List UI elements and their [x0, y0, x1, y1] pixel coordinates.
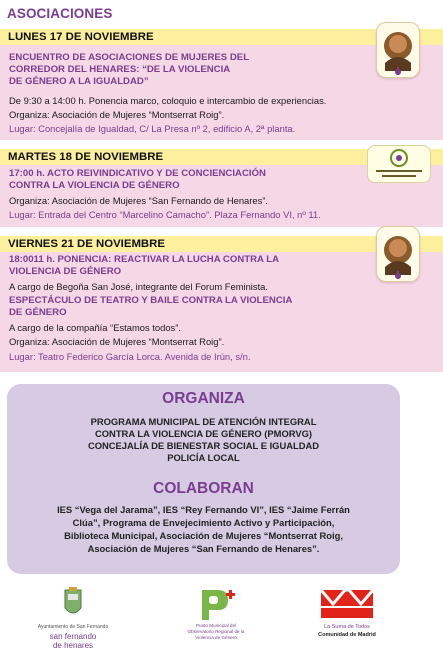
association-logo-icon: [367, 145, 431, 183]
ayuntamiento-name: de henares: [52, 641, 94, 650]
madrid-name: Comunidad de Madrid: [318, 632, 376, 638]
colaboran-line: Clúa”, Programa de Envejecimiento Activo y Participación,: [72, 517, 335, 528]
event-line: DE GÉNERO: [9, 307, 67, 318]
pmorvg-caption: Observatorio Regional de la: [187, 629, 245, 634]
women-illustration-icon: [376, 22, 420, 78]
event-line: VIOLENCIA DE GÉNERO: [9, 266, 122, 277]
event-line: ENCUENTRO DE ASOCIACIONES DE MUJERES DEL: [9, 52, 250, 63]
event-location: Lugar: Entrada del Centro “Marcelino Camacho”. Plaza Fernando VI, nº 11.: [9, 209, 321, 220]
event-line: 17:00 h. ACTO REIVINDICATIVO Y DE CONCIENCIACIÓN: [9, 168, 266, 179]
pmorvg-caption: Punto Municipal del: [195, 623, 237, 628]
organiza-title: ORGANIZA: [162, 390, 245, 407]
women-illustration-icon: [376, 226, 420, 282]
p-letter-icon: [178, 588, 254, 622]
credits-panel: [7, 384, 400, 574]
pmorvg-logo: [178, 588, 254, 648]
event-line: Organiza: Asociación de Mujeres “San Fernando de Henares”.: [9, 195, 268, 206]
day-date-friday: VIERNES 21 DE NOVIEMBRE: [8, 238, 165, 250]
madrid-slogan: La Suma de Todos: [324, 624, 370, 630]
comunidad-madrid-logo: [312, 588, 382, 648]
ayuntamiento-logo: [28, 586, 118, 650]
ayuntamiento-caption: Ayuntamiento de San Fernando: [37, 624, 109, 630]
event-line: Organiza: Asociación de Mujeres “Montserrat Roig”.: [9, 109, 225, 120]
event-line: CORREDOR DEL HENARES: “DE LA VIOLENCIA: [9, 64, 231, 75]
organiza-line: CONCEJALÍA DE BIENESTAR SOCIAL E IGUALDAD: [87, 440, 320, 451]
colaboran-title: COLABORAN: [153, 480, 254, 497]
event-line: Organiza: Asociación de Mujeres “Montserrat Roig”.: [9, 336, 225, 347]
day-date-tuesday: MARTES 18 DE NOVIEMBRE: [8, 151, 164, 163]
organiza-line: POLICÍA LOCAL: [167, 452, 240, 463]
event-location: Lugar: Concejalía de Igualdad, C/ La Presa nº 2, edificio A, 2ª planta.: [9, 123, 296, 134]
coat-of-arms-icon: [28, 586, 118, 622]
event-line: A cargo de la compañía “Estamos todos”.: [9, 322, 181, 333]
event-line: 18:0011 h. PONENCIA: REACTIVAR LA LUCHA CONTRA LA: [9, 254, 280, 265]
event-line: De 9:30 a 14:00 h. Ponencia marco, coloquio e intercambio de experiencias.: [9, 95, 327, 106]
organiza-line: PROGRAMA MUNICIPAL DE ATENCIÓN INTEGRAL: [90, 416, 317, 427]
pmorvg-caption: Violencia de Género: [195, 635, 237, 640]
section-heading: ASOCIACIONES: [7, 6, 113, 21]
ayuntamiento-name: san fernando: [49, 632, 97, 641]
colaboran-line: Biblioteca Municipal, Asociación de Mujeres “Montserrat Roig,: [64, 530, 343, 541]
colaboran-line: IES “Vega del Jarama”, IES “Rey Fernando VI”, IES “Jaime Ferrán: [57, 504, 350, 515]
event-line: DE GÉNERO A LA IGUALDAD”: [9, 76, 149, 87]
event-line: CONTRA LA VIOLENCIA DE GÉNERO: [9, 180, 180, 191]
event-location: Lugar: Teatro Federico García Lorca. Avenida de Irún, s/n.: [9, 351, 251, 362]
event-line: ESPECTÁCULO DE TEATRO Y BAILE CONTRA LA VIOLENCIA: [9, 295, 293, 306]
madrid-stars-icon: [312, 588, 382, 622]
event-line: A cargo de Begoña San José, integrante del Forum Feminista.: [9, 281, 269, 292]
organiza-line: CONTRA LA VIOLENCIA DE GÉNERO (PMORVG): [94, 428, 313, 439]
day-date-monday: LUNES 17 DE NOVIEMBRE: [8, 31, 154, 43]
colaboran-line: Asociación de Mujeres “San Fernando de Henares”.: [87, 543, 320, 554]
